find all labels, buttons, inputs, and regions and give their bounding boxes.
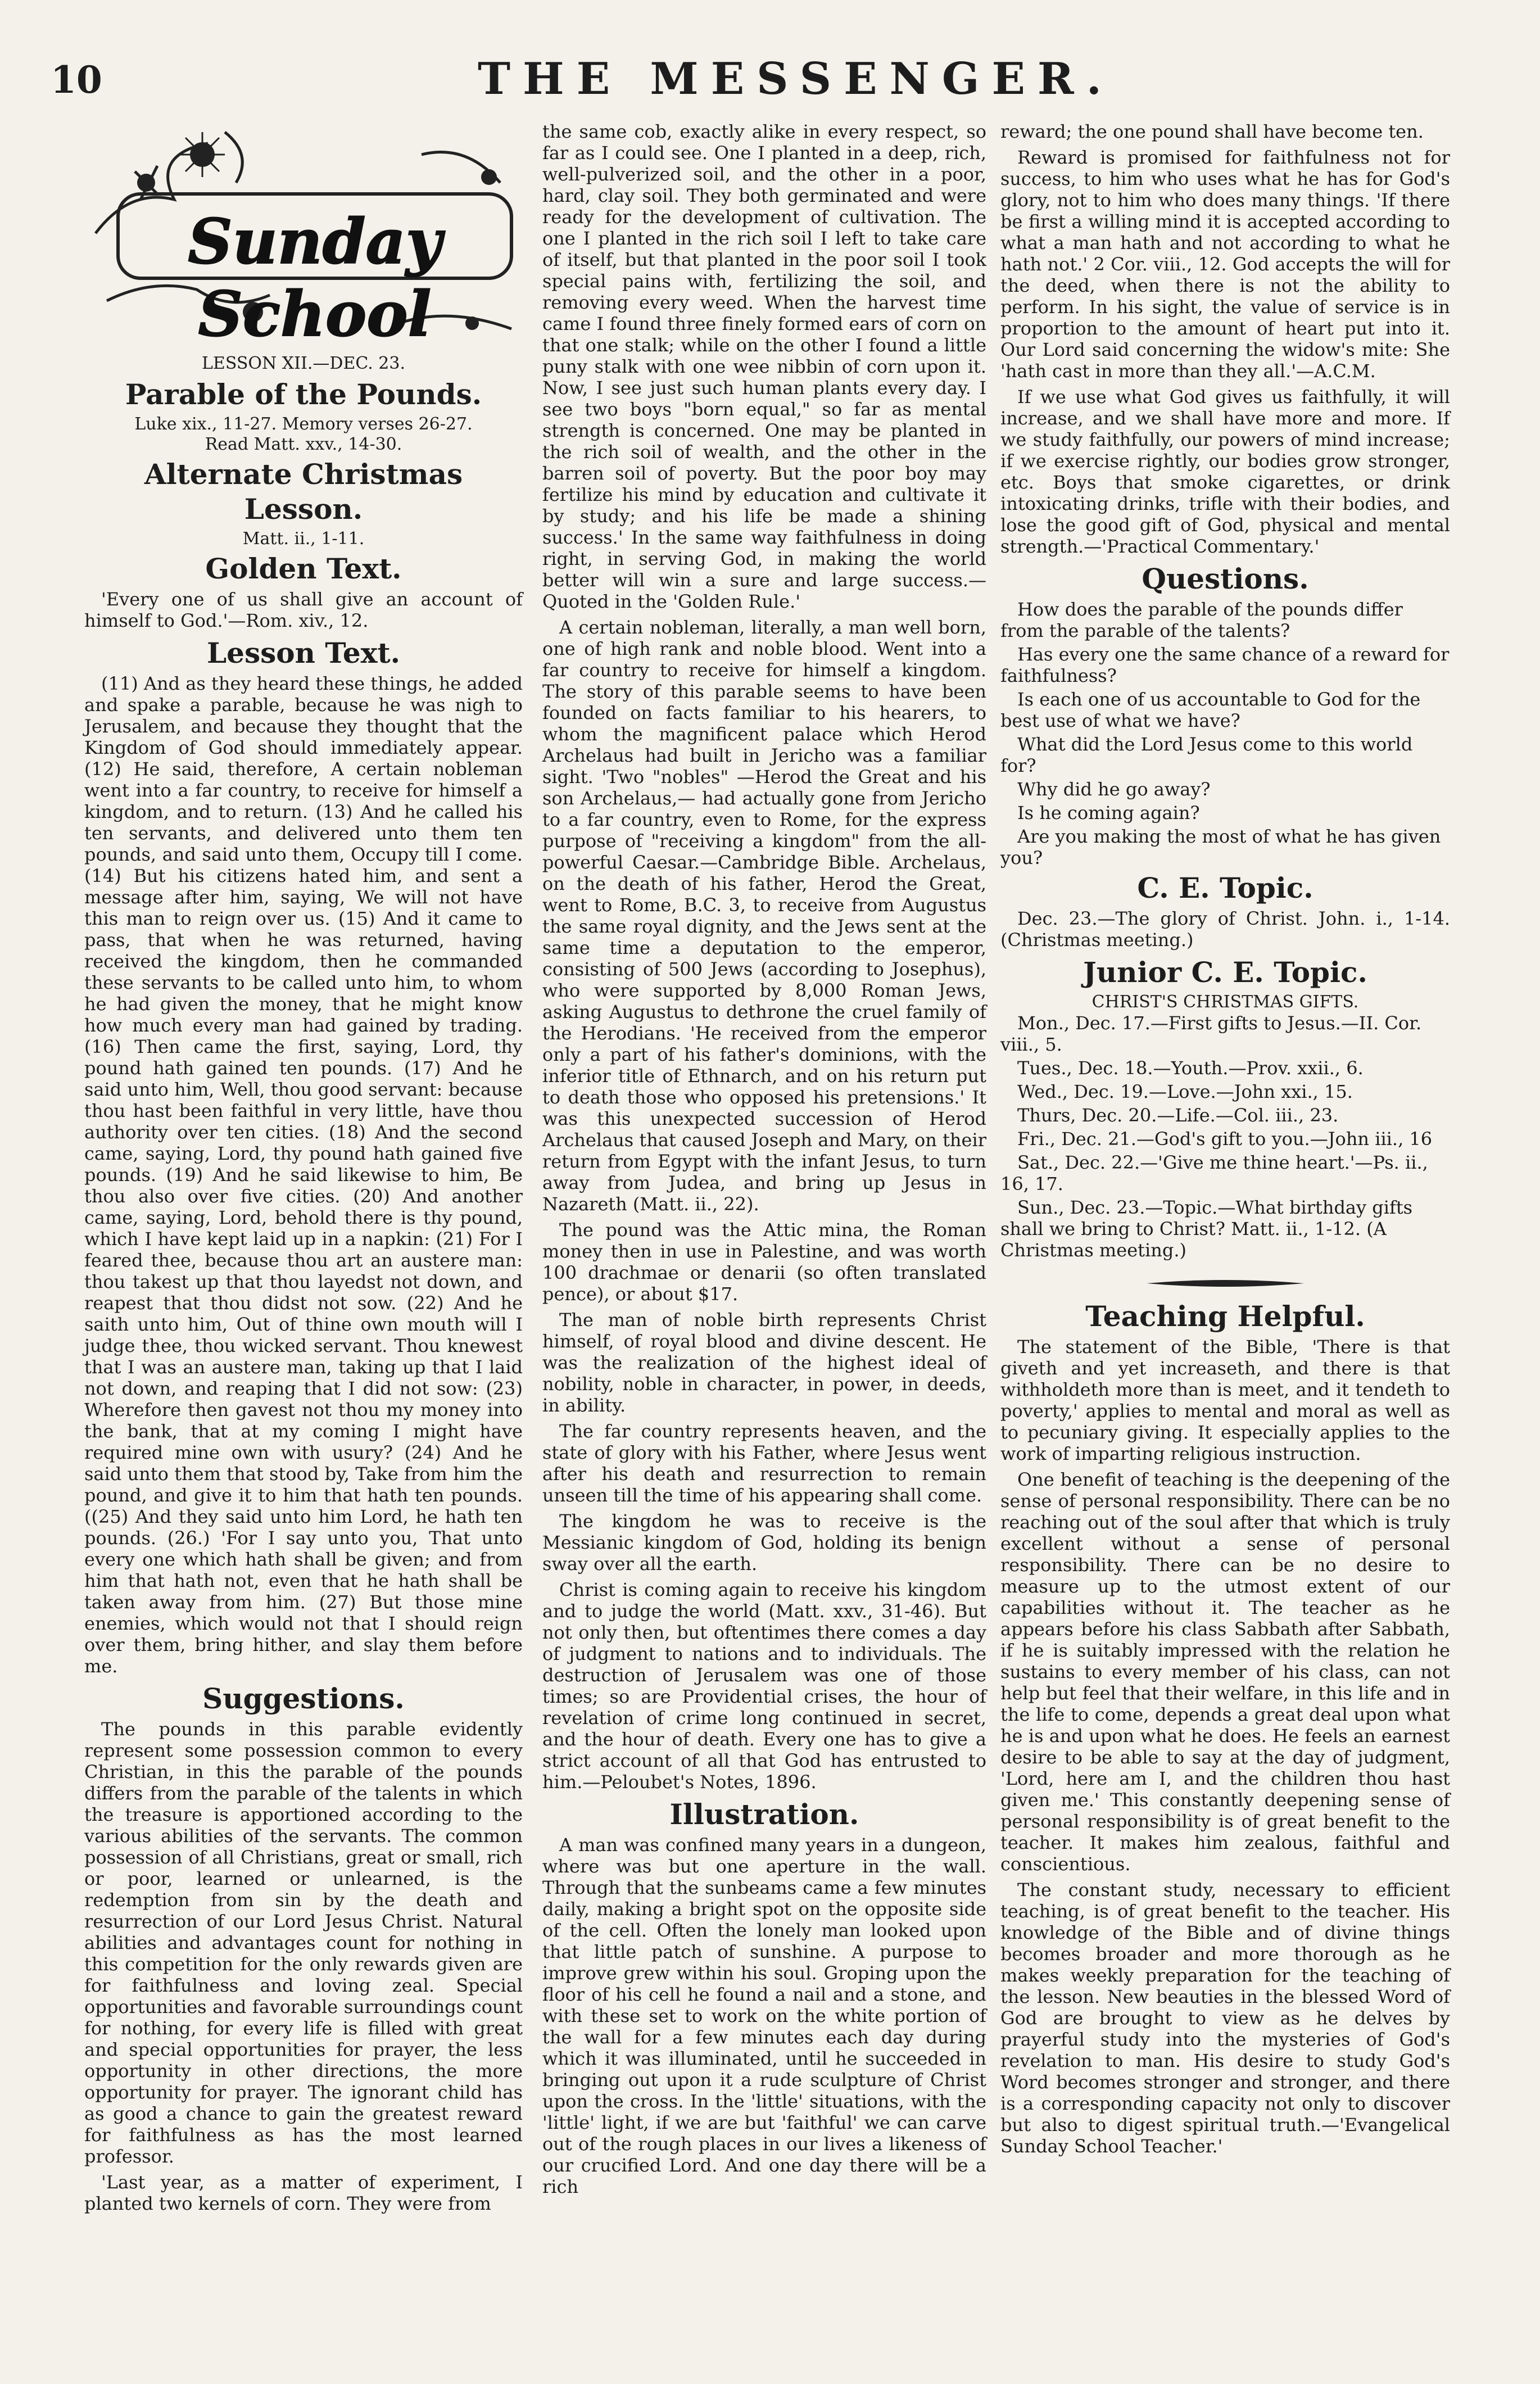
teaching-helpful-heading: Teaching Helpful. [1085,1300,1365,1333]
suggestions-p1: The pounds in this parable evidently represent some possession common to every Christian, in this the parable of the pounds differs from the parable of the talents in which the treasure is apportioned according to the various abilities of the servants. The common possession of all Christians, great or small, rich or poor, learned or unlearned, is the redemption from sin by the death and resurrection of our Lord Jesus Christ. Natural abilities and advantages count for nothing in this competition for the only rewards given are for faithfulness and loving zeal. Special opportunities and favorable surroundings count for nothing, for every life is filled with great and special opportunities for prayer, the less opportunity in other directions, the more opportunity for prayer. The ignorant child has as good a chance to gain the greatest reward for faithfulness as has the most learned professor. [84,1718,523,2167]
lesson-text-body: (11) And as they heard these things, he added and spake a parable, because he was nigh to Jerusalem, and because they thought that the Kingdom of God should immediately appear. (12) He said, therefore, A certain nobleman went into a far country, to receive for himself a kingdom, and to return. (13) And he called his ten servants, and delivered unto them ten pounds, and said unto them, Occupy till I come. (14) But his citizens hated him, and sent a message after him, saying, We will not have this man to reign over us. (15) And it came to pass, that when he was returned, having received the kingdom, then he commanded these servants to be called unto him, to whom he had given the money, that he might know how much every man had gained by trading. (16) Then came the first, saying, Lord, thy pound hath gained ten pounds. (17) And he said unto him, Well, thou good servant: because thou hast been faithful in very little, have thou authority over ten cities. (18) And the second came, saying, Lord, thy pound hath gained five pounds. (19) And he said likewise to him, Be thou also over five cities. (20) And another came, saying, Lord, behold there is thy pound, which I have kept laid up in a napkin: (21) For I feared thee, because thou art an austere man: thou takest up that thou layedst not down, and reapest that thou didst not sow. (22) And he saith unto him, Out of thine own mouth will I judge thee, thou wicked servant. Thou knewest that I was an austere man, taking up that I laid not down, and reaping that I did not sow: (23) Wherefore then gavest not thou my money into the bank, that at my coming I might have required mine own with usury? (24) And he said unto them that stood by, Take from him the pound, and give it to him that hath ten pounds. ((25) And they said unto him Lord, he hath ten pounds. (26.) 'For I say unto you, That unto every one which hath shall be given; and from him that hath not, even that he hath shall be taken away from him. (27) But those mine enemies, which would not that I should reign over them, bring hither, and slay them before me. [84,673,523,1677]
junior-topic-item: Tues., Dec. 18.—Youth.—Prov. xxii., 6. [1017,1057,1364,1079]
questions-heading: Questions. [1142,562,1309,595]
page-number: 10 [51,58,102,102]
alternate-lesson-title: Alternate Christmas Lesson. [144,458,463,526]
illustration-p3: If we use what God gives us faithfully, it will increase, and we shall have more and more. If we study faithfully, our powers of mind increase; if we exercise rightly, our bodies grow stronger, etc. Boys that smoke cigarettes, or drink intoxicating drinks, trifle with their bodies, and lose the good gift of God, physical and mental strength.—'Practical Commentary.' [1000,386,1450,557]
paper-title: THE MESSENGER. [478,53,1114,105]
teaching-p1: The statement of the Bible, 'There is that giveth and yet increaseth, and there is that withholdeth more than is meet, and it tendeth to poverty,' applies to mental and moral as well as to pecuniary giving. It especially applies to the work of imparting religious instruction. [1000,1336,1450,1464]
lesson-title: Parable of the Pounds. [125,378,482,411]
lesson-refs: Luke xix., 11-27. Memory verses 26-27. [134,414,473,434]
junior-topic-item: Mon., Dec. 17.—First gifts to Jesus.—II. Cor. viii., 5. [1000,1012,1422,1055]
illustration-p1: A man was confined many years in a dungeon, where was but one aperture in the wall. Through that the sunbeams came a few minutes daily, making a bright spot on the opposite side of the cell. Often the lonely man looked upon that little patch of sunshine. A purpose to improve grew within his soul. Groping upon the floor of his cell he found a nail and a stone, and with these set to work on the white portion of the wall for a few minutes each day during which it was illuminated, until he succeeded in bringing out upon it a rude sculpture of Christ upon the cross. In the 'little' situations, with the 'little' light, if we are but 'faithful' we can carve out of the rough places in our lives a likeness of our crucified Lord. And one day there will be a rich [542,1834,986,2197]
golden-text: 'Every one of us shall give an account of himself to God.'—Rom. xiv., 12. [84,589,523,631]
alternate-lesson-ref: Matt. ii., 1-11. [242,529,365,549]
question-item: Has every one the same chance of a reward for faithfulness? [1000,644,1450,686]
suggestions-p2-cont: the same cob, exactly alike in every respect, so far as I could see. One I planted in a deep, rich, well-pulverized soil, and the other in a poor, hard, clay soil. They both germinated and were ready for the development of cultivation. The one I planted in the rich soil I left to take care of itself, but that planted in the poor soil I took special pains with, fertilizing the soil, and removing every weed. When the harvest time came I found three finely formed ears of corn on that one stalk; while on the other I found a little puny stalk with one wee nibbin of corn upon it. Now, I see just such human plants every day. I see two boys "born equal," so far as mental strength is concerned. One may be planted in the rich soil of wealth, and the other in the barren soil of poverty. But the poor boy may fertilize his mind by education and cultivate it by study; and his life be made a shining success.' In the same way faithfulness in doing right, in serving God, in making the world better will win a sure and large success.—Quoted in the 'Golden Rule.' [542,121,986,612]
junior-topic-item: Sat., Dec. 22.—'Give me thine heart.'—Ps. ii., 16, 17. [1000,1152,1428,1195]
suggestions-p3: A certain nobleman, literally, a man well born, one of high rank and noble blood. Went into a far country to receive for himself a kingdom. The story of this parable seems to have been founded on facts familiar to his hearers, to whom the magnificent palace which Herod Archelaus had built in Jericho was a familiar sight. 'Two "nobles" —Herod the Great and his son Archelaus,— had actually gone from Jericho to a far country, even to Rome, for the express purpose of "receiving a kingdom" from the all-powerful Caesar.—Cambridge Bible. Archelaus, on the death of his father, Herod the Great, went to Rome, B.C. 3, to receive from Augustus the same royal dignity, and the Jews sent at the same time a deputation to the emperor, consisting of 500 Jews (according to Josephus), who were supported by 8,000 Roman Jews, asking Augustus to dethrone the cruel family of the Herodians. 'He received from the emperor only a part of his father's dominions, with the inferior title of Ethnarch, and on his return put to death those who opposed his pretensions.' It was this unexpected succession of Herod Archelaus that caused Joseph and Mary, on their return from Egypt with the infant Jesus, to turn away from Judea, and bring up Jesus in Nazareth (Matt. ii., 22). [542,617,986,1215]
question-item: Is he coming again? [1017,802,1200,824]
illustration-heading: Illustration. [669,1798,859,1831]
junior-topic-item: Wed., Dec. 19.—Love.—John xxi., 15. [1017,1081,1353,1102]
suggestions-p7: The kingdom he was to receive is the Messianic kingdom of God, holding its benign sway over all the earth. [542,1510,986,1575]
logo-text: Sunday School [188,205,442,350]
sunday-school-logo [84,121,528,350]
suggestions-p5: The man of noble birth represents Christ himself, of royal blood and divine descent. He was the realization of the highest ideal of nobility, noble in character, in power, in deeds, in ability. [542,1309,986,1416]
suggestions-heading: Suggestions. [202,1682,405,1715]
junior-topic-item: Fri., Dec. 21.—God's gift to you.—John iii., 16 [1017,1128,1433,1150]
illustration-p2: Reward is promised for faithfulness not for success, to him who uses what he has for God's glory, not to him who does many things. 'If there be first a willing mind it is accepted according to what a man hath and not according to what he hath not.' 2 Cor. viii., 12. God accepts the will for the deed, when there is not the ability to perform. In his sight, the value of service is in proportion to the amount of heart put into it. Our Lord said concerning the widow's mite: She 'hath cast in more than they all.'—A.C.M. [1000,147,1450,382]
question-item: How does the parable of the pounds differ from the parable of the talents? [1000,599,1403,641]
ornamental-divider-icon [1147,1278,1304,1289]
junior-topic-item: Sun., Dec. 23.—Topic.—What birthday gifts shall we bring to Christ? Matt. ii., 1-12. (A Christmas meeting.) [1000,1197,1413,1261]
golden-text-heading: Golden Text. [205,552,402,585]
column-3 [1000,121,1450,2161]
ce-topic-heading: C. E. Topic. [1137,871,1313,904]
ce-topic-text: Dec. 23.—The glory of Christ. John. i., 1-14. (Christmas meeting.) [1000,908,1450,951]
teaching-p2: One benefit of teaching is the deepening of the sense of personal responsibility. There can be no reaching out of the soul after that which is truly excellent without a sense of personal responsibility. There can be no desire to measure up to the utmost extent of our capabilities without it. The teacher as he appears before his class Sabbath after Sabbath, if he is suitably impressed with the relation he sustains to every member of his class, can not help but feel that their welfare, in this life and in the life to come, depends a great deal upon what he is and upon what he does. He feels an earnest desire to be able to say at the day of judgment, 'Lord, here am I, and the children thou hast given me.' This constantly deepening sense of personal responsibility is of great benefit to the teacher. It makes him zealous, faithful and conscientious. [1000,1469,1450,1875]
question-item: Is each one of us accountable to God for the best use of what we have? [1000,689,1421,731]
suggestions-p6: The far country represents heaven, and the state of glory with his Father, where Jesus went after his death and resurrection to remain unseen till the time of his appearing shall come. [542,1421,986,1506]
lesson-text-heading: Lesson Text. [207,636,400,669]
lesson-read: Read Matt. xxv., 14-30. [205,435,402,454]
suggestions-p4: The pound was the Attic mina, the Roman money then in use in Palestine, and was worth 100 drachmae or denarii (so often translated pence), or about $17. [542,1219,986,1305]
junior-topic-item: Thurs, Dec. 20.—Life.—Col. iii., 23. [1017,1105,1339,1126]
question-item: Are you making the most of what he has given you? [1000,826,1441,868]
column-2 [542,121,986,2202]
column-1 [84,121,523,2219]
junior-topic-subheading: CHRIST'S CHRISTMAS GIFTS. [1091,992,1359,1012]
suggestions-p2-start: 'Last year, as a matter of experiment, I planted two kernels of corn. They were from [84,2172,523,2214]
junior-topic-heading: Junior C. E. Topic. [1083,956,1367,989]
question-item: Why did he go away? [1017,779,1211,800]
teaching-p3: The constant study, necessary to efficient teaching, is of great benefit to the teacher. His knowledge of the Bible and of divine things becomes broader and more thorough as he makes weekly preparation for the teaching of the lesson. New beauties in the blessed Word of God are brought to view as he delves by prayerful study into the mysteries of God's revelation to man. His desire to study God's Word becomes stronger and stronger, and there is a corresponding capacity not only to discover but also to digest spiritual truth.—'Evangelical Sunday School Teacher.' [1000,1879,1450,2157]
suggestions-p8: Christ is coming again to receive his kingdom and to judge the world (Matt. xxv., 31-46). But not only then, but oftentimes there comes a day of judgment to nations and to individuals. The destruction of Jerusalem was one of those times; so are Providential crises, the hour of revelation of crime long continued in secret, and the hour of death. Every one has to give a strict account of all that God has entrusted to him.—Peloubet's Notes, 1896. [542,1579,986,1793]
masthead [51,53,1501,121]
illustration-p1-cont: reward; the one pound shall have become ten. [1000,121,1424,142]
question-item: What did the Lord Jesus come to this world for? [1000,734,1413,776]
lesson-number-date: LESSON XII.—DEC. 23. [202,354,405,373]
